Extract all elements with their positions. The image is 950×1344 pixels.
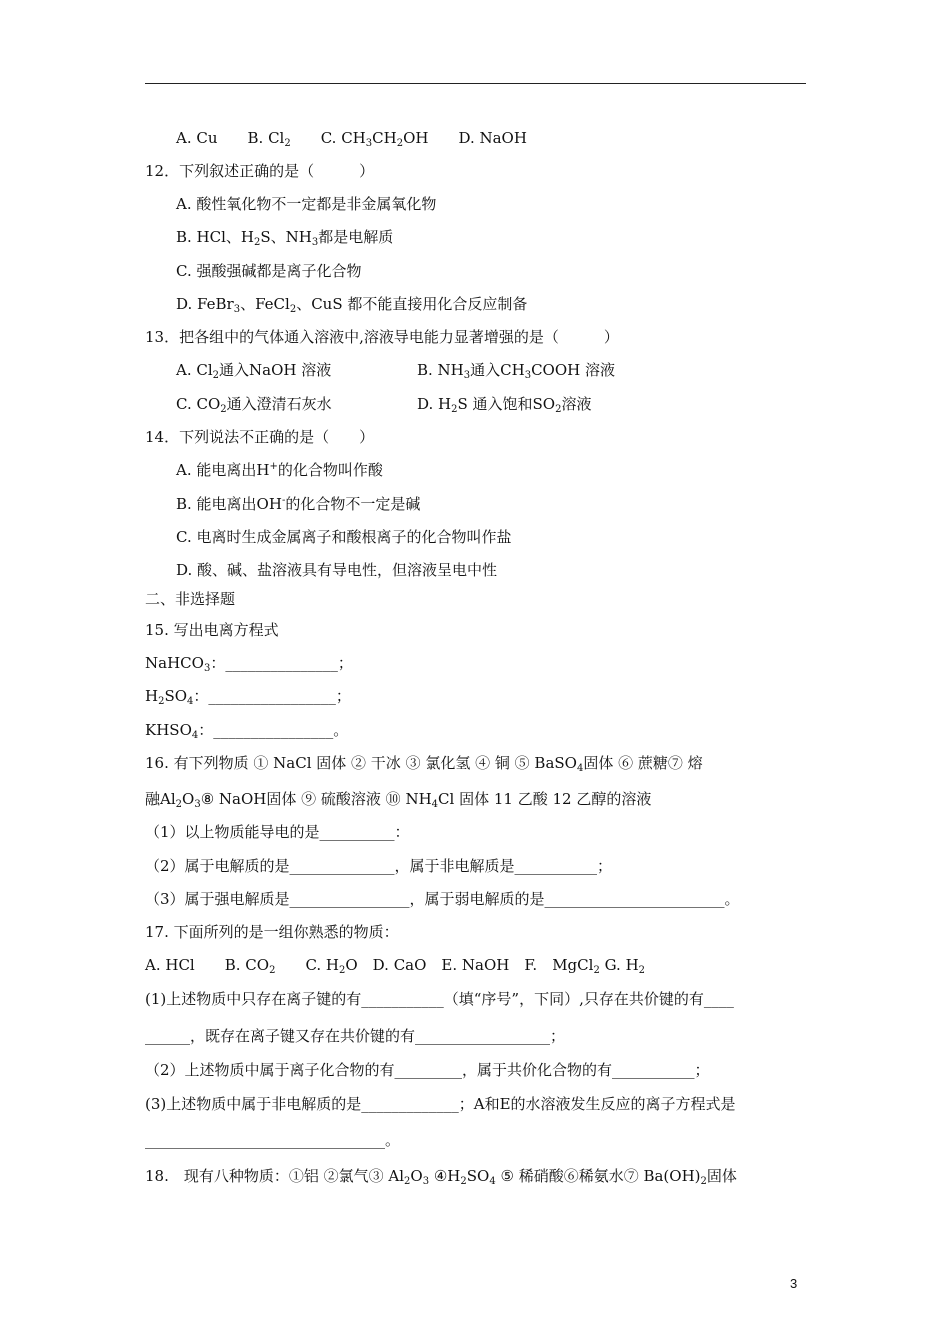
- q17-part1-line2: ______，既存在离子键又存在共价键的有__________________；: [145, 1027, 566, 1045]
- q17-part2: （2）上述物质中属于离子化合物的有_________，属于共价化合物的有___________；: [145, 1061, 710, 1079]
- q13-option-c: C. $CO_2$通入澄清石灰水: [176, 395, 332, 415]
- page-number: 3: [790, 1276, 798, 1291]
- q16-part3: （3）属于强电解质是________________，属于弱电解质的是________________________。: [145, 890, 740, 908]
- q12-option-b: B. HCl、$H_2S$、$NH_3$都是电解质: [176, 228, 394, 248]
- q15-line-khso4: $KHSO_4$：________________。: [145, 721, 349, 741]
- q17-options: A. HCl B. $CO_2$ C. $H_2O$ D. CaO E. NaOH F. MgCl$_2$ G. $H_2$: [145, 956, 646, 976]
- q17-part3-line2: ________________________________。: [145, 1131, 401, 1149]
- q17-stem: 17. 下面所列的是一组你熟悉的物质：: [145, 923, 399, 941]
- q13-option-a: A. $Cl_2$通入NaOH 溶液: [176, 361, 332, 381]
- q14-option-d: D. 酸、碱、盐溶液具有导电性，但溶液呈电中性: [176, 561, 498, 579]
- q14-option-c: C. 电离时生成金属离子和酸根离子的化合物叫作盐: [176, 528, 512, 546]
- q15-stem: 15. 写出电离方程式: [145, 621, 279, 639]
- q11-options: A. Cu B. $Cl_2$ C. $CH_3CH_2OH$ D. NaOH: [176, 129, 527, 149]
- header-rule: [145, 83, 806, 84]
- section-heading: 二、非选择题: [145, 590, 236, 608]
- q16-part1: （1）以上物质能导电的是__________：: [145, 823, 410, 841]
- q15-line-h2so4: $H_2SO_4$：_________________；: [145, 687, 351, 707]
- q16-part2: （2）属于电解质的是______________，属于非电解质是___________；: [145, 857, 613, 875]
- q15-line-nahco3: NaHCO$_3$：_______________；: [145, 654, 353, 674]
- q14-option-b: B. 能电离出OH-的化合物不一定是碱: [176, 495, 421, 513]
- q13-stem: 13．把各组中的气体通入溶液中,溶液导电能力显著增强的是（ ）: [145, 328, 619, 346]
- q12-option-d: D. FeBr$_3$、FeCl$_2$、CuS 都不能直接用化合反应制备: [176, 295, 528, 315]
- q16-stem-line1: 16. 有下列物质 ① NaCl 固体 ② 干冰 ③ 氯化氢 ④ 铜 ⑤ BaSO$_4$固体 ⑥ 蔗糖⑦ 熔: [145, 754, 703, 774]
- q18-stem: 18. 现有八种物质：①铝 ②氯气③ $Al_2O_3$ $④H_2SO_4$ ⑤ 稀硝酸⑥稀氨水⑦ $Ba(OH)_2$固体: [145, 1167, 737, 1187]
- q16-stem-line2: 融$Al_2O_3⑧$ NaOH固体 ⑨ 硫酸溶液 ⑩ $NH_4Cl$ 固体 11 乙酸 12 乙醇的溶液: [145, 790, 652, 810]
- q14-stem: 14．下列说法不正确的是（ ）: [145, 428, 375, 446]
- q13-option-d: D. $H_2S$ 通入饱和$SO_2$溶液: [417, 395, 592, 415]
- q12-option-c: C. 强酸强碱都是离子化合物: [176, 262, 362, 280]
- q13-option-b: B. $NH_3$通入$CH_3COOH$ 溶液: [417, 361, 615, 381]
- q17-part3-line1: (3)上述物质中属于非电解质的是_____________；A和E的水溶液发生反应的离子方程式是: [145, 1095, 736, 1113]
- q12-option-a: A. 酸性氧化物不一定都是非金属氧化物: [176, 195, 437, 213]
- q17-part1-line1: (1)上述物质中只存在离子键的有___________（填“序号”，下同）,只存在共价键的有____: [145, 990, 734, 1008]
- q12-stem: 12．下列叙述正确的是（ ）: [145, 162, 375, 180]
- q14-option-a: A. 能电离出H+的化合物叫作酸: [176, 461, 383, 479]
